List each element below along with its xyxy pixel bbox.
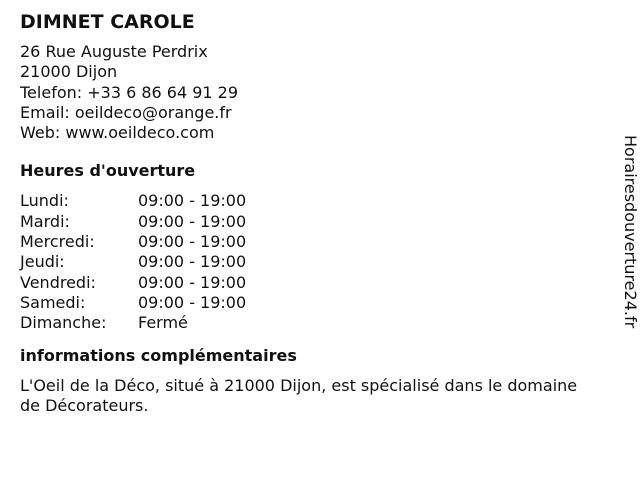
- info-description: L'Oeil de la Déco, situé à 21000 Dijon, est spécialisé dans le domaine de Décorateurs.: [20, 375, 578, 415]
- hours-row-saturday: [20, 293, 600, 313]
- hours-row-thursday: [20, 252, 600, 272]
- day-label: Samedi:: [20, 292, 86, 312]
- day-label: Dimanche:: [20, 313, 107, 333]
- day-hours: 09:00 - 19:00: [138, 252, 247, 272]
- site-watermark: Horairesdouverture24.fr: [621, 135, 640, 329]
- day-hours: Fermé: [138, 313, 188, 333]
- day-label: Mardi:: [20, 211, 70, 231]
- day-hours: 09:00 - 19:00: [138, 272, 247, 292]
- contact-block: [20, 42, 600, 143]
- info-heading: informations complémentaires: [20, 345, 297, 365]
- hours-heading: Heures d'ouverture: [20, 161, 196, 181]
- day-label: Vendredi:: [20, 272, 96, 292]
- website: Web: www.oeildeco.com: [20, 123, 215, 143]
- phone-number: Telefon: +33 6 86 64 91 29: [20, 82, 239, 102]
- hours-row-sunday: [20, 313, 600, 333]
- day-hours: 09:00 - 19:00: [138, 232, 247, 252]
- hours-row-wednesday: [20, 232, 600, 252]
- day-label: Lundi:: [20, 191, 69, 211]
- hours-row-monday: [20, 191, 600, 211]
- hours-table: [20, 191, 600, 333]
- day-hours: 09:00 - 19:00: [138, 191, 247, 211]
- business-listing: [20, 10, 600, 432]
- day-label: Jeudi:: [20, 252, 65, 272]
- email-address: Email: oeildeco@orange.fr: [20, 102, 232, 122]
- day-label: Mercredi:: [20, 232, 95, 252]
- street-address: 26 Rue Auguste Perdrix: [20, 42, 208, 61]
- city: 21000 Dijon: [20, 62, 118, 82]
- hours-row-friday: [20, 273, 600, 293]
- business-name: DIMNET CAROLE: [20, 11, 195, 33]
- day-hours: 09:00 - 19:00: [138, 292, 247, 312]
- hours-row-tuesday: [20, 212, 600, 232]
- day-hours: 09:00 - 19:00: [138, 211, 247, 231]
